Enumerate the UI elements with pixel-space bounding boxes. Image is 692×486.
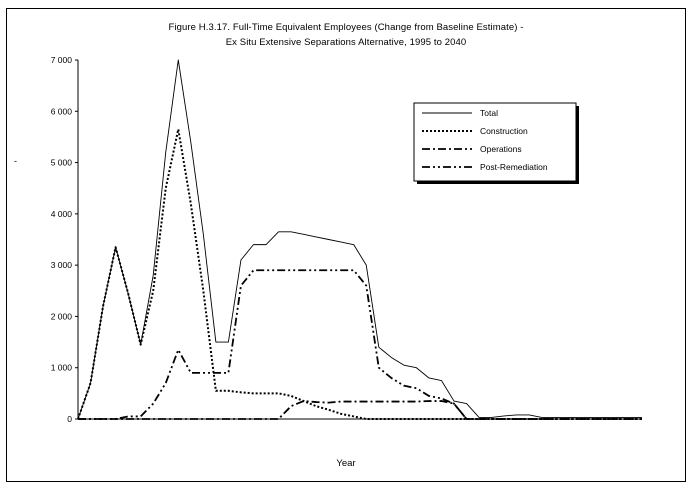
y-tick-label: 1 000 <box>50 362 72 373</box>
y-tick-labels <box>51 55 73 424</box>
y-tick-label: 2 000 <box>50 311 72 322</box>
y-tick-label: 5 000 <box>50 157 72 168</box>
series-line-operations <box>78 401 642 419</box>
x-axis-label: Year <box>336 458 356 469</box>
series-line-post-remediation <box>78 270 642 419</box>
y-tick-label: 4 000 <box>50 208 72 219</box>
legend-label: Construction <box>480 126 528 136</box>
y-tick-label: 6 000 <box>50 106 72 117</box>
y-tick-label: 0 <box>67 414 72 424</box>
chart-title-line-1: Figure H.3.17. Full-Time Equivalent Employees (Change from Baseline Estimate) - <box>168 22 524 33</box>
y-tick-label: 7 000 <box>50 55 72 65</box>
chart-title-line-2: Ex Situ Extensive Separations Alternative, 1995 to 2040 <box>225 37 467 48</box>
y-axis-label: - <box>14 156 17 166</box>
legend-label: Operations <box>480 144 522 154</box>
legend-label: Total <box>480 108 498 118</box>
y-tick-label: 3 000 <box>50 260 72 271</box>
legend-label: Post-Remediation <box>480 162 548 172</box>
legend <box>414 103 579 184</box>
